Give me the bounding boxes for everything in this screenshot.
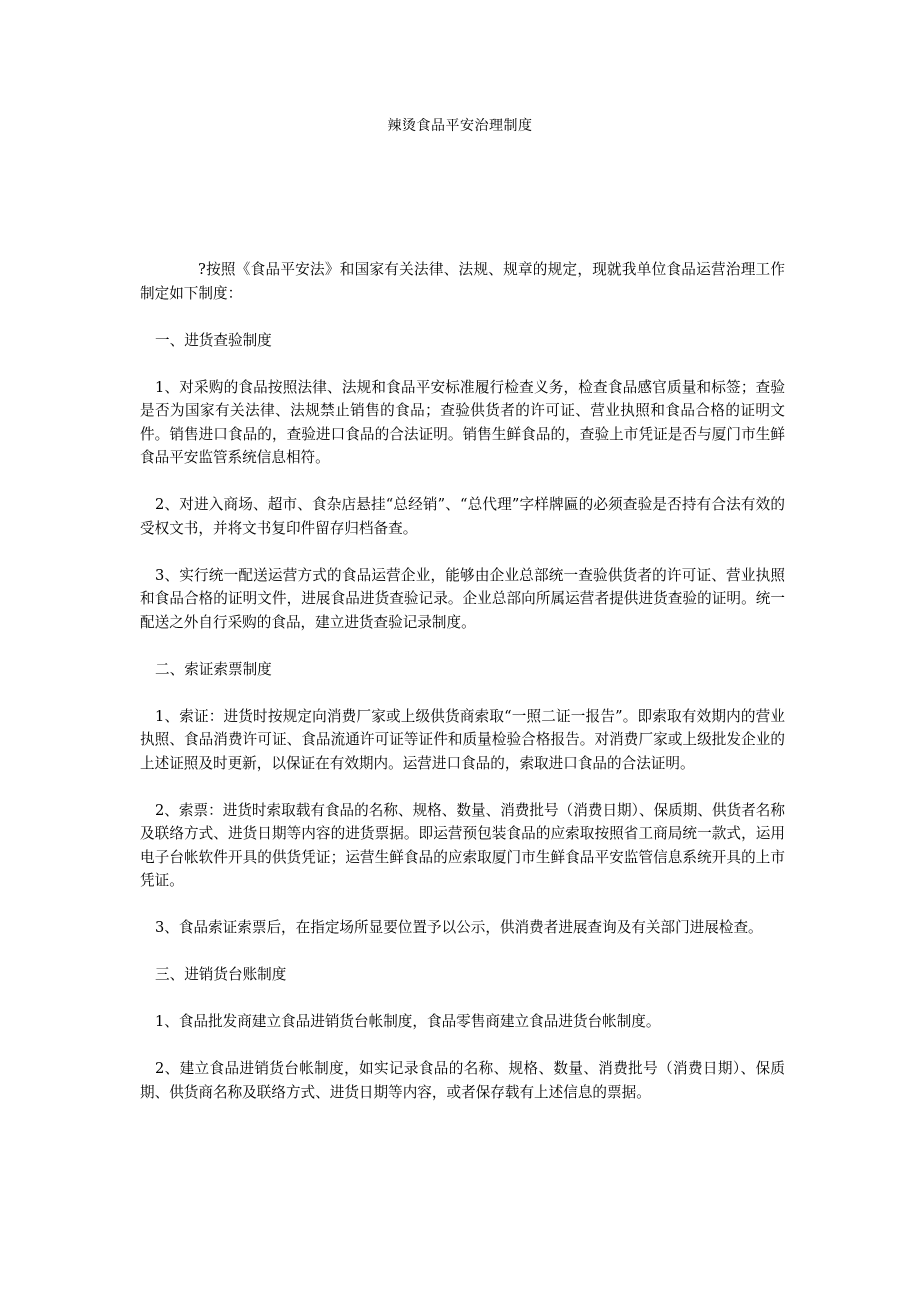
paragraph-purchase-3: 3、实行统一配送运营方式的食品运营企业，能够由企业总部统一查验供货者的许可证、营业执照和食品合格的证明文件，进展食品进货查验记录。企业总部向所属运营者提供进货查验的证明。统一配送之外自行采购的食品，建立进货查验记录制度。: [140, 566, 785, 631]
paragraph-ledger-2: 2、建立食品进销货台帐制度，如实记录食品的名称、规格、数量、消费批号（消费日期）、保质期、供货商名称及联络方式、进货日期等内容，或者保存载有上述信息的票据。: [140, 1060, 785, 1101]
paragraph-certificates-3: 3、食品索证索票后，在指定场所显要位置予以公示，供消费者进展查询及有关部门进展检查。: [155, 919, 763, 936]
section-heading-purchase-inspection: 一、进货查验制度: [155, 331, 272, 349]
paragraph-certificates-1: 1、索证：进货时按规定向消费厂家或上级供货商索取“一照二证一报告”。即索取有效期内的营业执照、食品消费许可证、食品流通许可证等证件和质量检验合格报告。对消费厂家或上级批发企业的上述证照及时更新，以保证在有效期内。运营进口食品的，索取进口食品的合法证明。: [140, 707, 785, 772]
paragraph-certificates-2: 2、索票：进货时索取载有食品的名称、规格、数量、消费批号（消费日期）、保质期、供货者名称及联络方式、进货日期等内容的进货票据。即运营预包装食品的应索取按照省工商局统一款式，运用电子台帐软件开具的供货凭证；运营生鲜食品的应索取厦门市生鲜食品平安监管信息系统开具的上市凭证。: [140, 801, 785, 889]
section-heading-certificates-invoices: 二、索证索票制度: [155, 660, 272, 678]
paragraph-purchase-1: 1、对采购的食品按照法律、法规和食品平安标准履行检查义务，检查食品感官质量和标签；查验是否为国家有关法律、法规禁止销售的食品；查验供货者的许可证、营业执照和食品合格的证明文件。销售进口食品的，查验进口食品的合法证明。销售生鲜食品的，查验上市凭证是否与厦门市生鲜食品平安监管系统信息相符。: [140, 378, 785, 466]
section-heading-ledger: 三、进销货台账制度: [155, 966, 287, 983]
paragraph-ledger-1: 1、食品批发商建立食品进销货台帐制度，食品零售商建立食品进货台帐制度。: [155, 1013, 661, 1030]
intro-paragraph: ?按照《食品平安法》和国家有关法律、法规、规章的规定，现就我单位食品运营治理工作制定如下制度：: [140, 261, 785, 302]
document-title: 辣烫食品平安治理制度: [387, 118, 533, 134]
paragraph-purchase-2: 2、对进入商场、超市、食杂店悬挂“总经销”、“总代理”字样牌匾的必须查验是否持有合法有效的受权文书，并将文书复印件留存归档备查。: [140, 496, 785, 537]
document-body: [140, 258, 785, 1128]
